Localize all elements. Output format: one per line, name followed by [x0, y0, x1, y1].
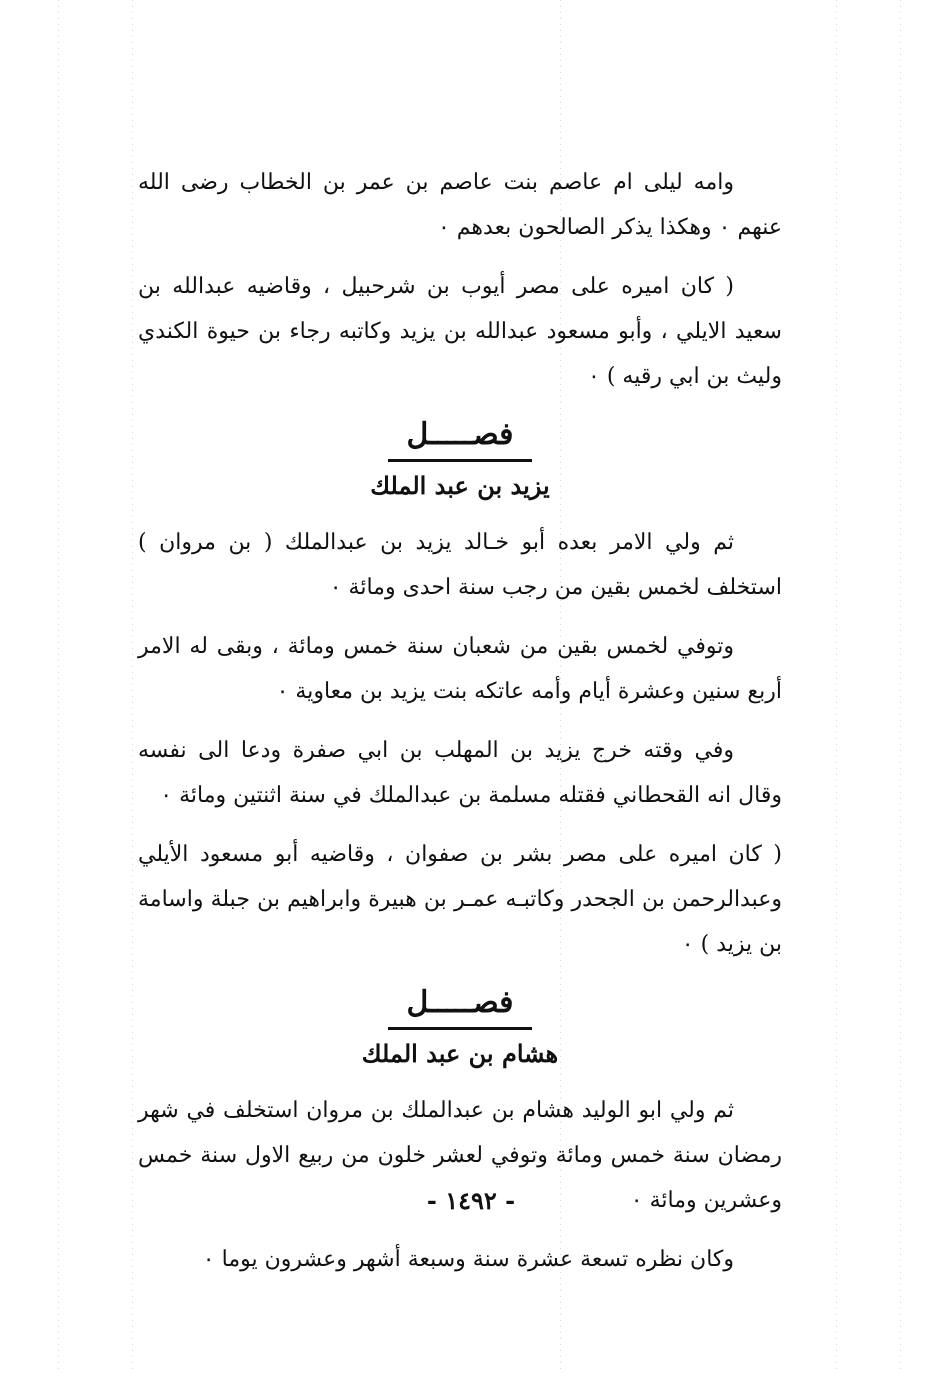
scan-line-right: [836, 0, 837, 1374]
paragraph: ثم ولي ابو الوليد هشام بن عبدالملك بن مروان استخلف في شهر رمضان سنة خمس ومائة وتوفي لعشر خلون من ربيع الاول سنة خمس وعشرين ومائة ٠: [138, 1098, 782, 1213]
ruler-heading: هشام بن عبد الملك: [361, 1039, 559, 1068]
scan-line-left: [58, 0, 59, 1374]
paragraph: وفي وقته خرج يزيد بن المهلب بن ابي صفرة ودعا الى نفسه وقال انه القحطاني فقتله مسلمة بن عبدالملك في سنة اثنتين ومائة ٠: [138, 738, 782, 808]
ruler-heading: يزيد بن عبد الملك: [370, 471, 550, 500]
page-number: - ١٤٩٢ -: [426, 1186, 516, 1215]
page-text: [138, 160, 782, 1296]
paragraph: وامه ليلى ام عاصم بنت عاصم بن عمر بن الخطاب رضى الله عنهم ٠ وهكذا يذكر الصالحون بعدهم ٠: [138, 170, 782, 240]
section-heading-text: فصـــــل: [388, 413, 531, 462]
section-heading: [138, 981, 782, 1030]
section-heading: [138, 413, 782, 462]
paragraph: ثم ولي الامر بعده أبو خـالد يزيد بن عبدالملك ( بن مروان ) استخلف لخمس بقين من رجب سنة احدى ومائة ٠: [138, 530, 782, 600]
paragraph: وكان نظره تسعة عشرة سنة وسبعة أشهر وعشرون يوما ٠: [202, 1247, 734, 1272]
scan-line-right-2: [900, 0, 901, 1374]
scan-line-left-2: [132, 0, 133, 1374]
paragraph: ( كان اميره على مصر أيوب بن شرحبيل ، وقاضيه عبدالله بن سعيد الايلي ، وأبو مسعود عبدالله بن يزيد وكاتبه رجاء بن حيوة الكندي وليث بن ابي رقيه ) ٠: [138, 274, 782, 389]
paragraph: ( كان اميره على مصر بشر بن صفوان ، وقاضيه أبو مسعود الأيلي وعبدالرحمن بن الجحدر وكاتبـه عمـر بن هبيرة وابراهيم بن جبلة واسامة بن يزيد ) ٠: [138, 842, 782, 957]
section-heading-text: فصـــــل: [388, 981, 531, 1030]
paragraph: وتوفي لخمس بقين من شعبان سنة خمس ومائة ، وبقى له الامر أربع سنين وعشرة أيام وأمه عاتكه بنت يزيد بن معاوية ٠: [138, 634, 782, 704]
